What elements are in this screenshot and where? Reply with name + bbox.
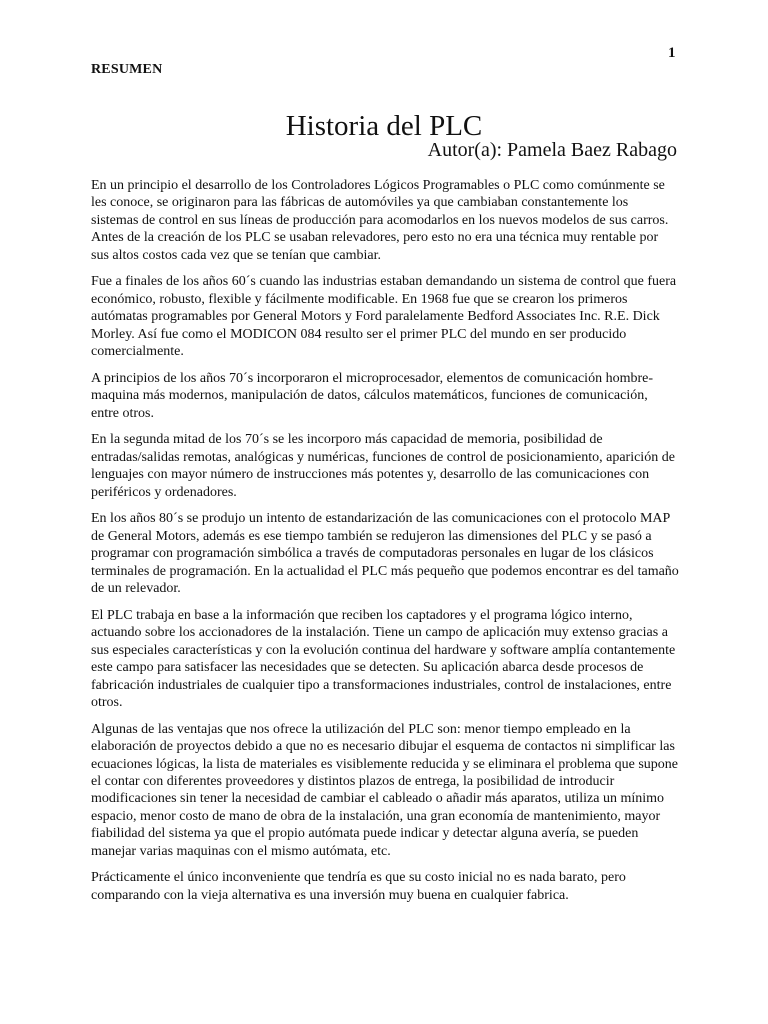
paragraph-8: Prácticamente el único inconveniente que tendría es que su costo inicial no es nada barato, pero comparando con la vieja alternativa es una inversión muy buena en cualquier fabrica. (91, 870, 626, 903)
document-author: Autor(a): Pamela Baez Rabago (427, 139, 677, 161)
paragraph-4: En la segunda mitad de los 70´s se les incorporo más capacidad de memoria, posibilidad de entradas/salidas remotas, analógicas y numéricas, funciones de control de posicionamiento, aparición de lenguajes con mayor número de instrucciones más potentes y, desarrollo de las comunicaciones con periféricos y ordenadores. (91, 432, 675, 500)
paragraph-5: En los años 80´s se produjo un intento de estandarización de las comunicaciones con el protocolo MAP de General Motors, además es ese tiempo también se redujeron las dimensiones del PLC y se pasó a programar con programación simbólica a través de computadoras personales en lugar de los clásicos terminales de programación. En la actualidad el PLC más pequeño que podemos encontrar es del tamaño de un relevador. (91, 511, 679, 597)
section-label: RESUMEN (91, 62, 163, 77)
paragraph-2: Fue a finales de los años 60´s cuando las industrias estaban demandando un sistema de control que fuera económico, robusto, flexible y fácilmente modificable. En 1968 fue que se crearon los primeros autómatas programables por General Motors y Ford paralelamente Bedford Associates Inc. R.E. Dick Morley. Así fue como el MODICON 084 resulto ser el primer PLC del mundo en ser producido comercialmente. (91, 274, 677, 360)
document-body (91, 177, 679, 914)
paragraph-7: Algunas de las ventajas que nos ofrece la utilización del PLC son: menor tiempo empleado en la elaboración de proyectos debido a que no es necesario dibujar el esquema de contactos ni simplificar las ecuaciones lógicas, la lista de materiales es visiblemente reducida y se eliminara el problema que supone el contar con diferentes proveedores y distintos plazos de entrega, la posibilidad de introducir modificaciones sin tener la necesidad de cambiar el cableado o añadir más aparatos, utiliza un mínimo espacio, menor costo de mano de obra de la instalación, una gran economía de mantenimiento, mayor fiabilidad del sistema ya que el propio autómata puede indicar y detectar alguna avería, se pueden manejar varias maquinas con el mismo autómata, etc. (91, 721, 679, 859)
page-number: 1 (668, 45, 676, 61)
paragraph-1: En un principio el desarrollo de los Controladores Lógicos Programables o PLC como comúnmente se les conoce, se originaron para las fábricas de automóviles ya que cambiaban constantemente los sistemas de control en sus líneas de producción para acomodarlos en los nuevos modelos de sus carros. Antes de la creación de los PLC se usaban relevadores, pero esto no era una técnica muy rentable por sus altos costos cada vez que se tenían que cambiar. (91, 178, 669, 263)
paragraph-6: El PLC trabaja en base a la información que reciben los captadores y el programa lógico interno, actuando sobre los accionadores de la instalación. Tiene un campo de aplicación muy extenso gracias a sus especiales características y con la evolución continua del hardware y software amplía contantemente este campo para satisfacer las necesidades que se detecten. Su aplicación abarca desde procesos de fabricación industriales de cualquier tipo a transformaciones industriales, control de instalaciones, entre otros. (91, 607, 676, 710)
paragraph-3: A principios de los años 70´s incorporaron el microprocesador, elementos de comunicación hombre-maquina más modernos, manipulación de datos, cálculos matemáticos, funciones de comunicación, entre otros. (91, 370, 653, 421)
document-title: Historia del PLC (285, 110, 483, 143)
